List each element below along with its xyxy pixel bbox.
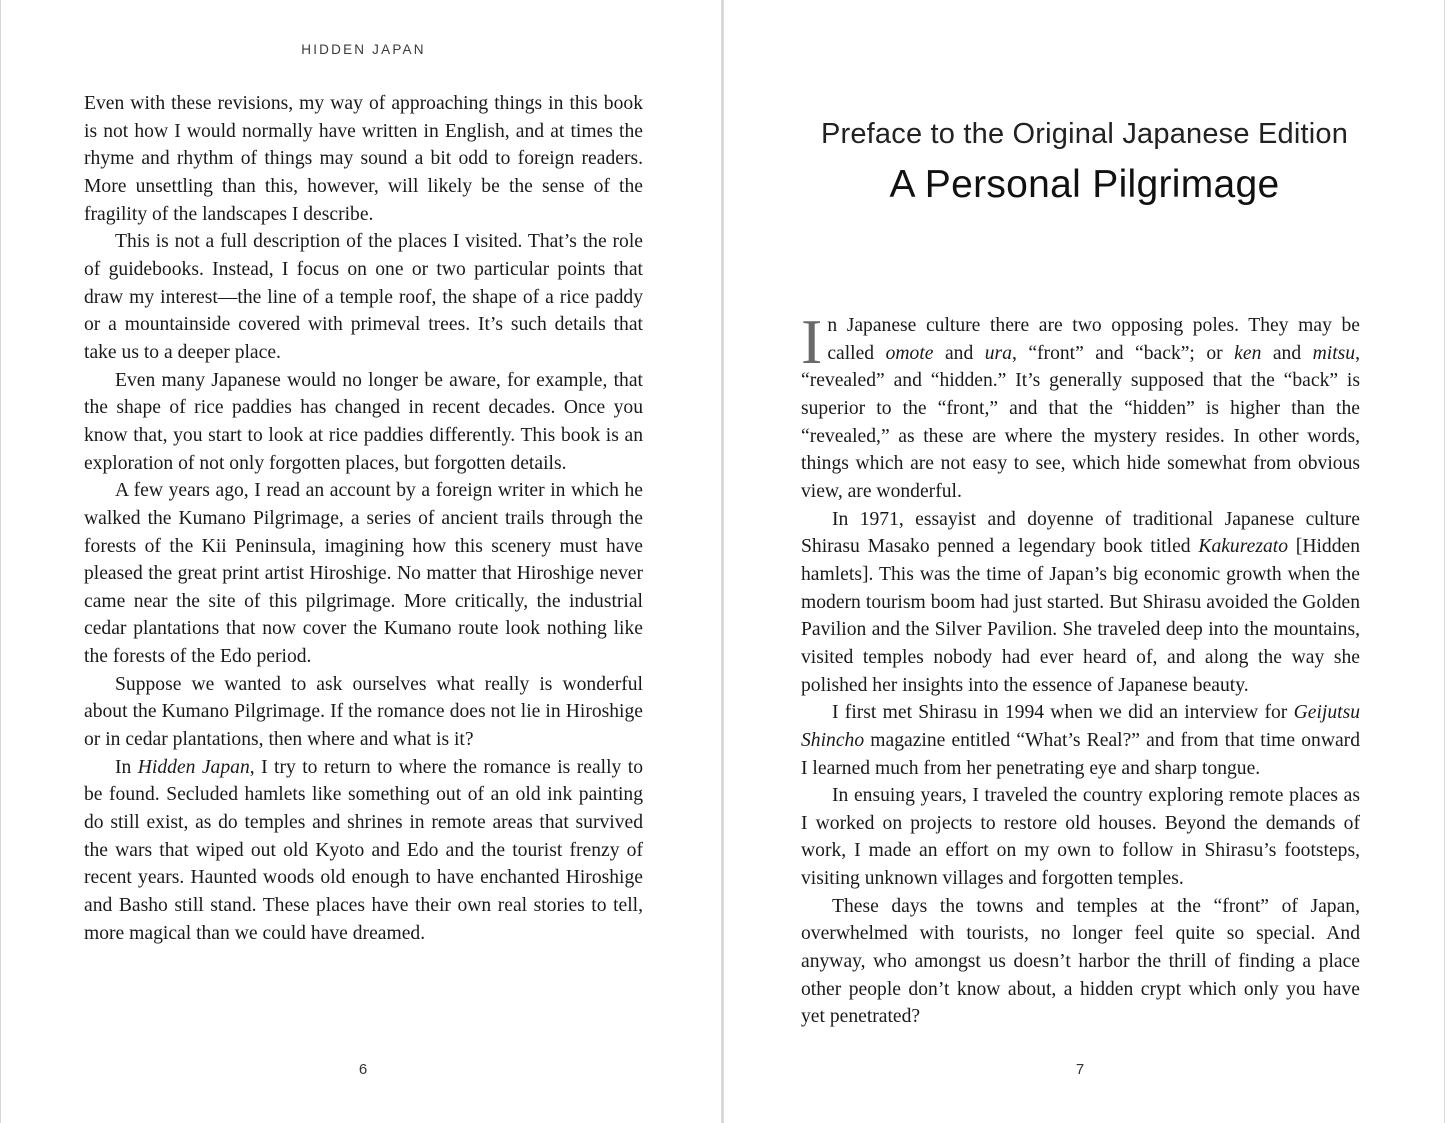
- paragraph: [84, 754, 643, 948]
- right-page: [724, 0, 1445, 1123]
- left-page: [0, 0, 721, 1123]
- text-run: , I try to return to where the romance is really to be found. Secluded hamlets like something out of an old ink painting do still exist, as do temples and shrines in remote areas that survived the wars that wiped out old Kyoto and Edo and the tourist frenzy of recent years. Haunted woods old enough to have enchanted Hiroshige and Basho still stand. These places have their own real stories to tell, more magical than we could have dreamed.: [84, 756, 643, 944]
- paragraph: Even many Japanese would no longer be aware, for example, that the shape of rice paddies has changed in recent decades. Once you know that, you start to look at rice paddies differently. This book is an exploration of not only forgotten places, but forgotten details.: [84, 369, 643, 474]
- page-number: 6: [358, 1061, 368, 1078]
- text-run: In 1971, essayist and doyenne of traditional Japanese culture Shirasu Masako penned a legendary book titled: [801, 508, 1360, 558]
- paragraph: [801, 506, 1360, 700]
- italic-term: omote: [885, 342, 934, 364]
- chapter-title-block: [724, 118, 1445, 207]
- paragraph: These days the towns and temples at the “front” of Japan, overwhelmed with tourists, no longer feel quite so special. And anyway, who amongst us doesn’t harbor the thrill of finding a place other people don’t know about, a hidden crypt which only you have yet penetrated?: [801, 895, 1360, 1028]
- text-run: , “revealed” and “hidden.” It’s generally supposed that the “back” is superior to the “front,” and that the “hidden” is higher than the “revealed,” as these are where the mystery resides. In other words, things which are not easy to see, which hide somewhat from obvious view, are wonderful.: [801, 342, 1360, 502]
- book-title-italic: Hidden Japan: [137, 756, 250, 778]
- paragraph: Suppose we wanted to ask ourselves what really is wonderful about the Kumano Pilgrimage. If the romance does not lie in Hiroshige or in cedar plantations, then where and what is it?: [84, 673, 643, 751]
- preface-title: Preface to the Original Japanese Edition: [820, 118, 1349, 150]
- chapter-title: A Personal Pilgrimage: [889, 163, 1280, 206]
- italic-term: ura: [984, 342, 1012, 364]
- paragraph: [801, 306, 1360, 506]
- italic-term: mitsu: [1312, 342, 1356, 364]
- text-run: magazine entitled “What’s Real?” and from that time onward I learned much from her penetrating eye and sharp tongue.: [801, 729, 1360, 779]
- page-edge: [0, 0, 1, 1123]
- paragraph: In ensuing years, I traveled the country exploring remote places as I worked on projects to restore old houses. Beyond the demands of work, I made an effort on my own to follow in Shirasu’s footsteps, visiting unknown villages and forgotten temples.: [801, 785, 1360, 890]
- text-run: In: [115, 756, 138, 778]
- italic-term: Kakurezato: [1198, 536, 1288, 558]
- right-body-text: [801, 306, 1361, 1031]
- text-run: [Hidden hamlets]. This was the time of Japan’s big economic growth when the modern tourism boom had just started. But Shirasu avoided the Golden Pavilion and the Silver Pavilion. She traveled deep into the mountains, visited temples nobody had ever heard of, and along the way she polished her insights into the essence of Japanese beauty.: [801, 536, 1361, 696]
- text-run: , “front” and “back”; or: [1011, 342, 1235, 364]
- left-body-text: [84, 90, 643, 947]
- page-number: 7: [1075, 1061, 1085, 1078]
- text-run: I first met Shirasu in 1994 when we did an interview for: [832, 702, 1294, 724]
- text-run: and: [933, 342, 985, 364]
- paragraph: A few years ago, I read an account by a foreign writer in which he walked the Kumano Pilgrimage, a series of ancient trails through the forests of the Kii Peninsula, imagining how this scenery must have pleased the great print artist Hiroshige. No matter that Hiroshige never came near the site of this pilgrimage. More critically, the industrial cedar plantations that now cover the Kumano route look nothing like the forests of the Edo period.: [84, 480, 643, 668]
- running-head: HIDDEN JAPAN: [301, 42, 426, 57]
- italic-term: Geijutsu Shincho: [801, 702, 1360, 751]
- drop-cap: I: [801, 306, 823, 377]
- text-run: and: [1261, 342, 1313, 364]
- italic-term: ken: [1234, 342, 1262, 364]
- paragraph: [801, 699, 1360, 782]
- paragraph: This is not a full description of the places I visited. That’s the role of guidebooks. Instead, I focus on one or two particular points that draw my interest—the line of a temple roof, the shape of a rice paddy or a mountainside covered with primeval trees. It’s such details that take us to a deeper place.: [84, 231, 643, 363]
- text-run: n Japanese culture there are two opposing poles. They may be called: [827, 315, 1360, 364]
- paragraph: Even with these revisions, my way of approaching things in this book is not how I would normally have written in English, and at times the rhyme and rhythm of things may sound a bit odd to foreign readers. More unsettling than this, however, will likely be the sense of the fragility of the landscapes I describe.: [84, 93, 643, 225]
